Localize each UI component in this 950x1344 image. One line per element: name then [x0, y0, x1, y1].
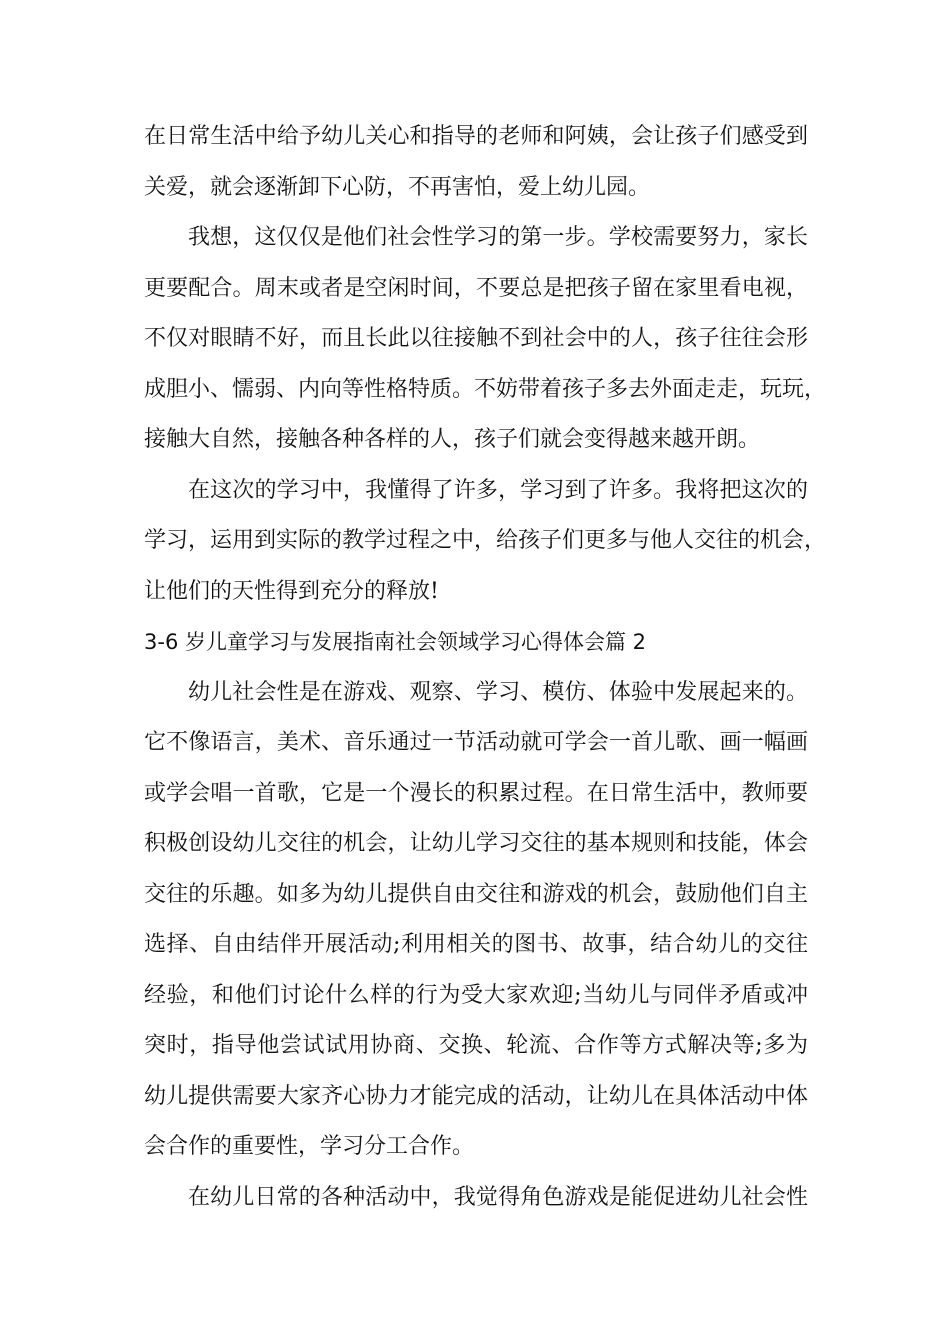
text-line: 在日常生活中给予幼儿关心和指导的老师和阿姨，会让孩子们感受到: [144, 124, 808, 149]
text-line: 让他们的天性得到充分的释放!: [144, 578, 439, 604]
paragraph-start-line: 在幼儿日常的各种活动中，我觉得角色游戏是能促进幼儿社会性: [188, 1184, 808, 1210]
text-line: 或学会唱一首歌，它是一个漫长的积累过程。在日常生活中，教师要: [144, 780, 808, 806]
document-body: [144, 112, 827, 1223]
text-line: 成胆小、懦弱、内向等性格特质。不妨带着孩子多去外面走走，玩玩，: [144, 376, 827, 402]
text-line: 选择、自由结伴开展活动;利用相关的图书、故事，结合幼儿的交往: [144, 932, 808, 957]
section-heading: 3-6 岁儿童学习与发展指南社会领域学习心得体会篇 2: [144, 630, 647, 654]
text-line: 接触大自然，接触各种各样的人，孩子们就会变得越来越开朗。: [144, 427, 761, 452]
text-line: 会合作的重要性，学习分工合作。: [144, 1134, 475, 1159]
paragraph-start-line: 幼儿社会性是在游戏、观察、学习、模仿、体验中发展起来的。: [188, 679, 808, 705]
paragraph-start-line: 在这次的学习中，我懂得了许多，学习到了许多。我将把这次的: [188, 477, 808, 503]
text-line: 交往的乐趣。如多为幼儿提供自由交往和游戏的机会，鼓励他们自主: [144, 881, 808, 907]
text-line: 幼儿提供需要大家齐心协力才能完成的活动，让幼儿在具体活动中体: [144, 1083, 808, 1109]
text-line: 更要配合。周末或者是空闲时间，不要总是把孩子留在家里看电视，: [144, 275, 808, 301]
text-line: 学习，运用到实际的教学过程之中，给孩子们更多与他人交往的机会，: [144, 528, 827, 553]
text-line: 它不像语言，美术、音乐通过一节活动就可学会一首儿歌、画一幅画: [144, 730, 808, 755]
text-line: 关爱，就会逐渐卸下心防，不再害怕，爱上幼儿园。: [144, 174, 651, 200]
text-line: 积极创设幼儿交往的机会，让幼儿学习交往的基本规则和技能，体会: [144, 831, 808, 856]
text-line: 经验，和他们讨论什么样的行为受大家欢迎;当幼儿与同伴矛盾或冲: [144, 982, 808, 1008]
text-line: 不仅对眼睛不好，而且长此以往接触不到社会中的人，孩子往往会形: [144, 326, 808, 351]
text-line: 突时，指导他尝试试用协商、交换、轮流、合作等方式解决等;多为: [144, 1033, 808, 1058]
paragraph-start-line: 我想，这仅仅是他们社会性学习的第一步。学校需要努力，家长: [188, 225, 808, 250]
